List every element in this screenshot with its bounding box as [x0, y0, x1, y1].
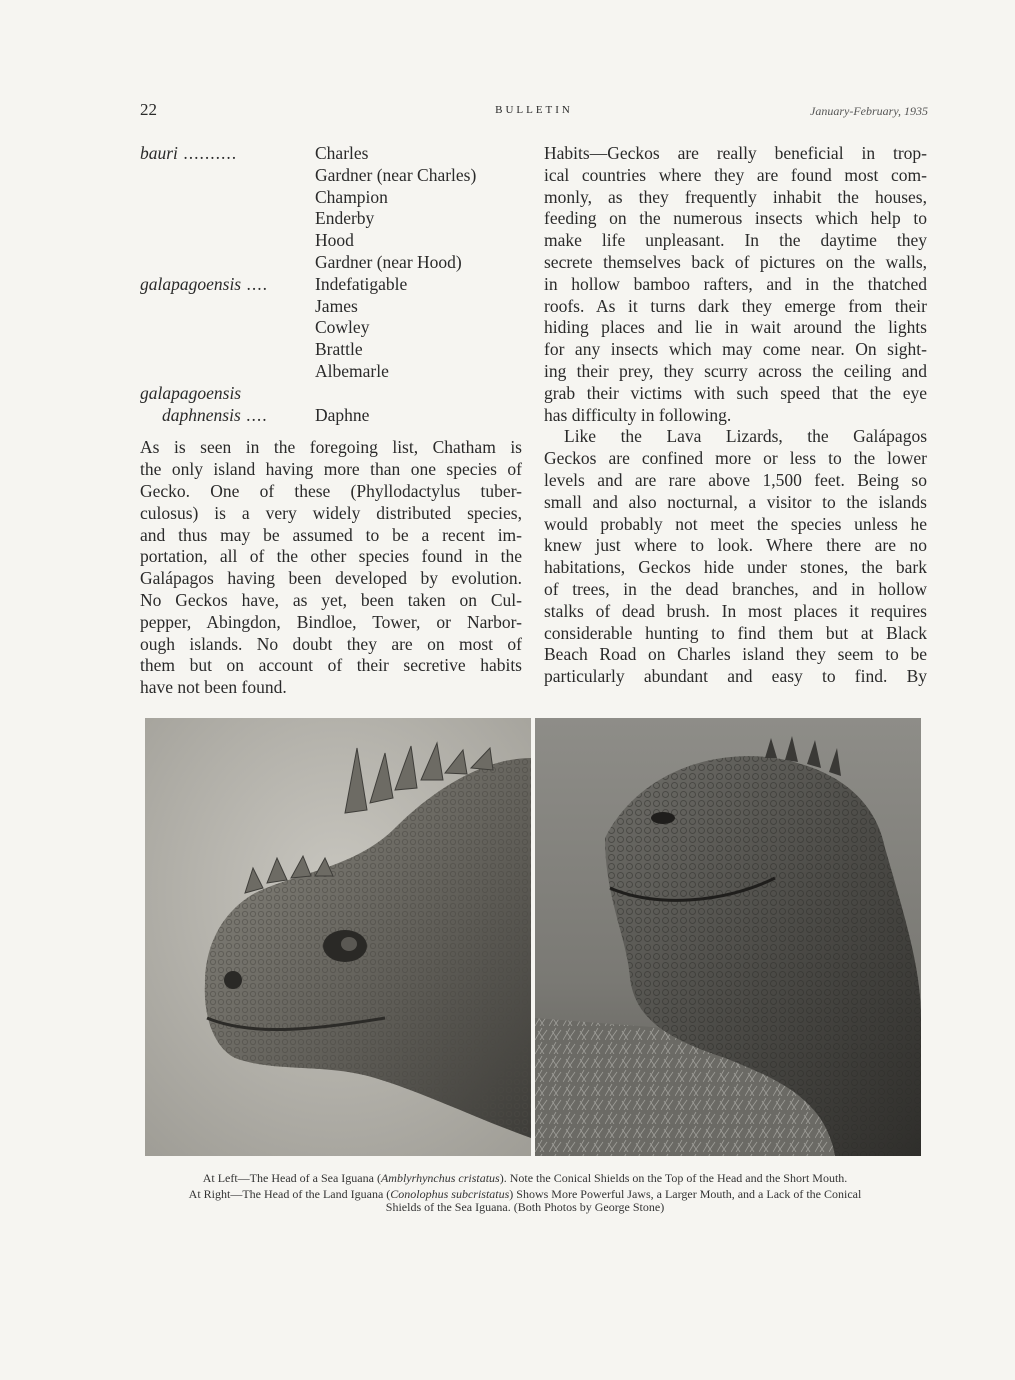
island-name: Albemarle — [315, 360, 389, 381]
text-line: and thus may be assumed to be a recent im- — [140, 524, 522, 545]
text-line: ing their prey, they scurry across the ceiling and — [544, 360, 927, 381]
island-name: Charles — [315, 143, 369, 163]
island-name: Gardner (near Hood) — [315, 251, 462, 272]
text-line: stalks of dead brush. In most places it requires — [544, 600, 927, 621]
text-line: feeding on the numerous insects which help to — [544, 208, 927, 229]
island-name: Indefatigable — [315, 273, 408, 294]
caption-species: Amblyrhynchus cristatus — [380, 1171, 500, 1185]
caption-species: Conolophus subcristatus — [390, 1187, 510, 1201]
land-iguana-photo — [535, 718, 921, 1156]
text-line: grab their victims with such speed that the eye — [544, 382, 927, 403]
text-line: As is seen in the foregoing list, Chatham is — [140, 437, 522, 458]
body-paragraph — [140, 437, 522, 699]
caption-left — [175, 1172, 875, 1185]
body-paragraph — [544, 426, 927, 688]
species-name: bauri — [140, 143, 178, 163]
text-line: monly, as they frequently inhabit the houses, — [544, 186, 927, 207]
island-name: Cowley — [315, 317, 370, 338]
page-number: 22 — [140, 100, 157, 119]
text-line: of trees, in the dead branches, and in hollow — [544, 578, 927, 599]
species-entry: bauri .......... Charles Gardner (near Charles) Champion Enderby Hood Gardner (near Hood) — [140, 143, 522, 274]
species-entry: galapagoensis .... Indefatigable James Cowley Brattle Albemarle — [140, 274, 522, 383]
text-line: the only island having more than one species of — [140, 459, 522, 480]
island-name: Enderby — [315, 208, 375, 229]
text-line: have not been found. — [140, 677, 287, 698]
page-header — [140, 100, 928, 122]
caption-text: At Left—The Head of a Sea Iguana ( — [202, 1171, 381, 1185]
text-line: Gecko. One of these (Phyllodactylus tuber- — [140, 480, 522, 501]
island-name: Daphne — [315, 404, 370, 425]
text-line: pepper, Abingdon, Bindloe, Tower, or Narbor- — [140, 611, 522, 632]
text-line: levels and are rare above 1,500 feet. Being so — [544, 469, 927, 490]
species-name: galapagoensis — [140, 382, 242, 403]
island-name: James — [315, 295, 358, 316]
species-name: galapagoensis — [140, 273, 242, 294]
island-name: Champion — [315, 186, 388, 207]
caption-text: ) Shows More Powerful Jaws, a Larger Mouth, and a Lack of the Conical Shields of the Sea Iguana. (Both Photos by George Stone) — [385, 1187, 862, 1214]
island-name: Brattle — [315, 339, 363, 360]
text-line: Habits—Geckos are really beneficial in trop- — [544, 143, 927, 163]
text-line: in hollow bamboo rafters, and in the thatched — [544, 273, 927, 294]
right-column — [544, 143, 927, 688]
text-line: hiding places and lie in wait around the lights — [544, 317, 927, 338]
text-line: Beach Road on Charles island they seem to be — [544, 644, 927, 665]
text-line: particularly abundant and easy to find. By — [544, 666, 927, 687]
text-line: make life unpleasant. In the daytime they — [544, 230, 927, 251]
caption-right — [175, 1188, 875, 1214]
caption-text: At Right—The Head of the Land Iguana ( — [188, 1187, 391, 1201]
text-line: has difficulty in following. — [544, 404, 732, 425]
island-list — [315, 143, 522, 274]
subspecies-name: daphnensis — [162, 404, 241, 425]
text-line: considerable hunting to find them but at Black — [544, 622, 927, 643]
issue-date: January-February, 1935 — [810, 104, 928, 118]
text-line: No Geckos have, as yet, been taken on Cul- — [140, 589, 522, 610]
text-line: small and also nocturnal, a visitor to the islands — [544, 491, 927, 512]
text-line: ough islands. No doubt they are on most of — [140, 633, 522, 654]
sea-iguana-photo — [145, 718, 531, 1156]
sea-iguana-illustration — [145, 718, 531, 1156]
text-line: culosus) is a very widely distributed species, — [140, 502, 522, 523]
text-line: for any insects which may come near. On sight- — [544, 339, 927, 360]
island-name: Gardner (near Charles) — [315, 164, 477, 185]
body-paragraph — [544, 143, 927, 426]
text-line: would probably not meet the species unless he — [544, 513, 927, 534]
running-title: BULLETIN — [495, 104, 573, 116]
text-line: secrete themselves back of pictures on the walls, — [544, 251, 927, 272]
text-line: ical countries where they are found most com- — [544, 164, 927, 185]
island-name: Hood — [315, 230, 354, 251]
figure-caption — [175, 1172, 875, 1217]
text-line: Geckos are confined more or less to the lower — [544, 448, 927, 469]
land-iguana-illustration — [535, 718, 921, 1156]
text-line: habitations, Geckos hide under stones, the bark — [544, 557, 927, 578]
text-line: roofs. As it turns dark they emerge from their — [544, 295, 927, 316]
text-line: Like the Lava Lizards, the Galápagos — [564, 426, 927, 447]
text-line: them but on account of their secretive habits — [140, 655, 522, 676]
caption-text: ). Note the Conical Shields on the Top of the Head and the Short Mouth. — [499, 1171, 848, 1185]
left-column — [140, 143, 522, 699]
text-line: knew just where to look. Where there are no — [544, 535, 927, 556]
text-line: portation, all of the other species found in the — [140, 546, 522, 567]
island-list — [315, 274, 522, 383]
species-entry: galapagoensis daphnensis .... Daphne — [140, 383, 522, 427]
text-line: Galápagos having been developed by evolution. — [140, 568, 522, 589]
